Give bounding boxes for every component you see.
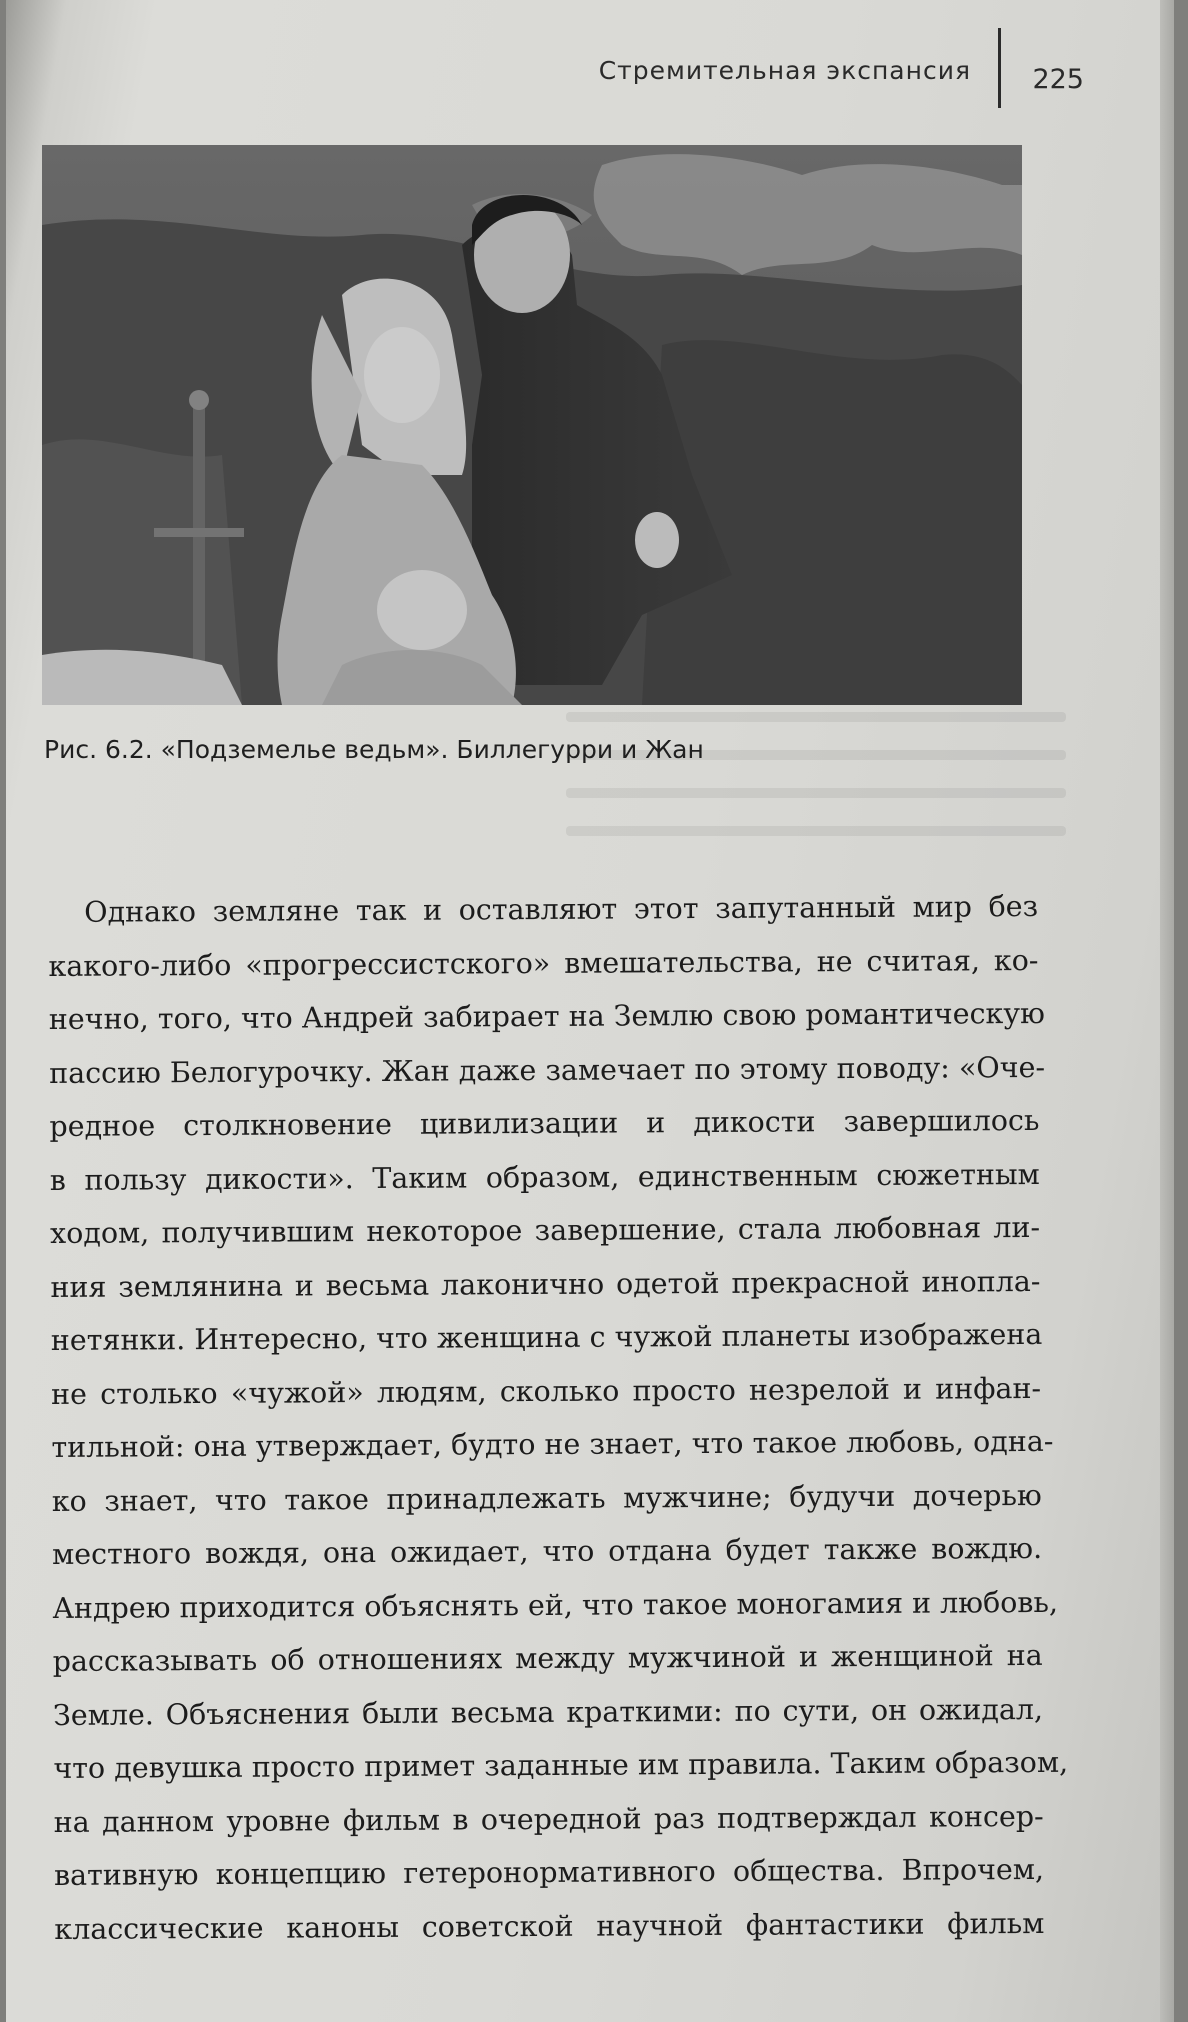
text-line: редное столкновение цивилизации и дикости завершилось xyxy=(49,1103,1040,1143)
text-line: какого-либо «прогрессистского» вмешательства, не считая, ко- xyxy=(48,943,1039,983)
text-line: Земле. Объяснения были весьма краткими: по сути, он ожидал, xyxy=(52,1692,1044,1732)
figure-caption: Рис. 6.2. «Подземелье ведьм». Биллегурри и Жан xyxy=(44,735,704,764)
text-line: на данном уровне фильм в очередной раз подтверждал консер- xyxy=(53,1799,1044,1839)
book-page xyxy=(6,0,1174,2022)
header-divider xyxy=(998,28,1001,108)
text-line: в пользу дикости». Таким образом, единственным сюжетным xyxy=(49,1157,1040,1197)
section-title: Стремительная экспансия xyxy=(598,56,971,85)
text-line: местного вождя, она ожидает, что отдана будет также вождю. xyxy=(51,1531,1043,1571)
text-line: что девушка просто примет заданные им правила. Таким образом, xyxy=(53,1745,1069,1785)
running-head xyxy=(566,28,1086,98)
show-through-text xyxy=(566,712,1066,862)
text-line: Однако земляне так и оставляют этот запутанный мир без xyxy=(84,889,1039,929)
text-line: нетянки. Интересно, что женщина с чужой планеты изображена xyxy=(50,1317,1043,1357)
text-line: тильной: она утверждает, будто не знает, что такое любовь, одна- xyxy=(51,1424,1054,1464)
text-line: вативную концепцию гетеронормативного общества. Впрочем, xyxy=(53,1852,1045,1892)
body-paragraph xyxy=(48,880,1069,1956)
text-line: нечно, того, что Андрей забирает на Землю свою романтическую xyxy=(48,996,1045,1036)
text-line: рассказывать об отношениях между мужчиной и женщиной на xyxy=(52,1638,1043,1678)
page-number: 225 xyxy=(1032,64,1084,95)
text-line: ния землянина и весьма лаконично одетой прекрасной инопла- xyxy=(50,1264,1041,1304)
text-line: пассию Белогурочку. Жан даже замечает по этому поводу: «Оче- xyxy=(49,1050,1046,1090)
page-edge xyxy=(1160,0,1174,2022)
text-line: ко знает, что такое принадлежать мужчине; будучи дочерью xyxy=(51,1478,1042,1518)
text-line: ходом, получившим некоторое завершение, стала любовная ли- xyxy=(50,1210,1041,1250)
text-line: Андрею приходится объяснять ей, что такое моногамия и любовь, xyxy=(52,1585,1059,1625)
text-line: не столько «чужой» людям, сколько просто незрелой и инфан- xyxy=(51,1371,1042,1411)
film-still-photo xyxy=(42,145,1022,705)
text-line: классические каноны советской научной фантастики фильм xyxy=(54,1906,1045,1946)
